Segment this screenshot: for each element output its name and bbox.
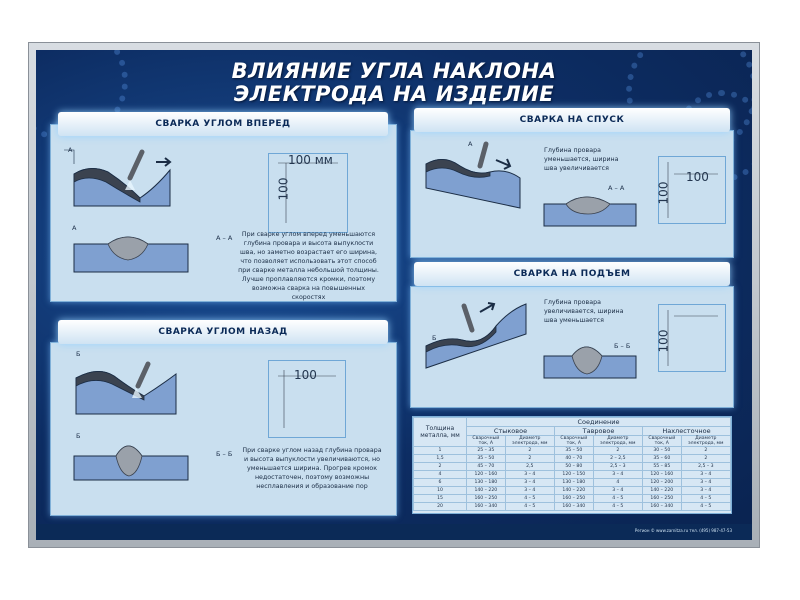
table-cell: 2	[593, 447, 642, 455]
table-cell: 3 – 4	[593, 487, 642, 495]
title-line-2: ЭЛЕКТРОДА НА ИЗДЕЛИЕ	[233, 82, 555, 106]
forward-dim-width: 100 мм	[288, 153, 333, 167]
table-cell: 35 – 60	[642, 455, 681, 463]
table-cell: 3 – 4	[505, 479, 554, 487]
downhill-text: Глубина провара уменьшается, ширина шва увеличивается	[544, 147, 619, 172]
panel-downhill-heading: СВАРКА НА СПУСК	[414, 108, 730, 132]
table-cell: 55 – 85	[642, 463, 681, 471]
uphill-section-label: Б – Б	[614, 342, 631, 350]
table-cell: 3 – 4	[593, 471, 642, 479]
table-cell: 2	[681, 455, 730, 463]
downhill-section-diagram	[540, 190, 640, 230]
table-row	[414, 455, 731, 463]
table-sub-current: Сварочный ток, А	[554, 436, 593, 447]
table-cell: 4 – 5	[505, 495, 554, 503]
table-cell: 160 – 250	[467, 495, 506, 503]
welding-parameters-table	[412, 416, 732, 514]
table-group-tee: Тавровое	[554, 427, 642, 436]
forward-section-diagram	[68, 230, 198, 280]
table-cell: 3 – 4	[681, 471, 730, 479]
uphill-dim-height: 100	[656, 329, 671, 353]
table-cell: 1,5	[414, 455, 467, 463]
table-body	[414, 447, 731, 511]
table-cell: 3 – 4	[505, 471, 554, 479]
table-cell: 4 – 5	[505, 503, 554, 511]
downhill-section-label: А – А	[608, 184, 625, 192]
forward-weld-diagram	[60, 142, 200, 212]
downhill-weld-diagram	[420, 138, 530, 210]
table-cell: 120 – 160	[467, 471, 506, 479]
uphill-text: Глубина провара увеличивается, ширина шва уменьшается	[544, 299, 624, 324]
table-cell: 4 – 5	[593, 503, 642, 511]
title-line-1: ВЛИЯНИЕ УГЛА НАКЛОНА	[231, 59, 557, 83]
panel-backward-heading: СВАРКА УГЛОМ НАЗАД	[58, 320, 388, 344]
table-cell: 2	[681, 447, 730, 455]
table-cell: 130 – 180	[554, 479, 593, 487]
forward-dim-height: 100	[276, 177, 291, 201]
table-row	[414, 463, 731, 471]
table-cell: 140 – 220	[554, 487, 593, 495]
table-cell: 35 – 50	[467, 455, 506, 463]
table-cell: 50 – 80	[554, 463, 593, 471]
table-sub-current: Сварочный ток, А	[642, 436, 681, 447]
table-sub-current: Сварочный ток, А	[467, 436, 506, 447]
backward-label-top: Б	[76, 350, 81, 358]
table-row	[414, 503, 731, 511]
table-cell: 2	[414, 463, 467, 471]
table-cell: 2	[505, 447, 554, 455]
table-cell: 2,5	[505, 463, 554, 471]
table-cell: 120 – 160	[642, 471, 681, 479]
table-sub-diameter: Диаметр электрода, мм	[681, 436, 730, 447]
table-cell: 160 – 250	[642, 495, 681, 503]
backward-dim-width: 100	[294, 368, 317, 382]
backward-section-diagram	[68, 434, 198, 484]
table-cell: 160 – 250	[554, 495, 593, 503]
table-cell: 40 – 70	[554, 455, 593, 463]
table-cell: 3 – 4	[505, 487, 554, 495]
panel-uphill-heading: СВАРКА НА ПОДЪЕМ	[414, 262, 730, 286]
table-cell: 25 – 35	[467, 447, 506, 455]
table-cell: 160 – 340	[467, 503, 506, 511]
table-cell: 160 – 340	[554, 503, 593, 511]
parameters-table	[413, 417, 731, 511]
table-cell: 3 – 4	[681, 479, 730, 487]
poster-title	[36, 60, 752, 106]
forward-label-a-bottom: А	[72, 224, 77, 232]
table-cell: 2 – 2,5	[593, 455, 642, 463]
poster	[36, 50, 752, 540]
table-cell: 140 – 220	[467, 487, 506, 495]
table-cell: 3 – 4	[681, 487, 730, 495]
table-cell: 4 – 5	[593, 495, 642, 503]
table-cell: 6	[414, 479, 467, 487]
backward-weld-diagram	[68, 352, 208, 422]
table-cell: 30 – 50	[642, 447, 681, 455]
table-cell: 1	[414, 447, 467, 455]
table-cell: 2	[505, 455, 554, 463]
table-row	[414, 471, 731, 479]
table-cell: 15	[414, 495, 467, 503]
table-cell: 2,5 – 3	[593, 463, 642, 471]
table-group-butt: Стыковое	[467, 427, 555, 436]
table-row	[414, 487, 731, 495]
downhill-dim-height: 100	[656, 181, 671, 205]
table-cell: 140 – 220	[642, 487, 681, 495]
downhill-dim-width: 100	[686, 170, 709, 184]
forward-label-a-top: А	[68, 146, 73, 154]
uphill-weld-diagram	[422, 290, 532, 370]
backward-label-bottom: Б	[76, 432, 81, 440]
table-header-row	[414, 418, 731, 427]
table-row	[414, 495, 731, 503]
table-sub-diameter: Диаметр электрода, мм	[505, 436, 554, 447]
table-header-thickness: Толщина металла, мм	[414, 418, 467, 447]
table-cell: 45 – 70	[467, 463, 506, 471]
table-cell: 120 – 150	[554, 471, 593, 479]
table-cell: 4	[593, 479, 642, 487]
table-cell: 2,5 – 3	[681, 463, 730, 471]
table-cell: 35 – 50	[554, 447, 593, 455]
table-cell: 4 – 5	[681, 495, 730, 503]
table-sub-diameter: Диаметр электрода, мм	[593, 436, 642, 447]
table-cell: 4	[414, 471, 467, 479]
table-cell: 20	[414, 503, 467, 511]
table-cell: 160 – 340	[642, 503, 681, 511]
table-cell: 10	[414, 487, 467, 495]
table-cell: 4 – 5	[681, 503, 730, 511]
backward-section-label: Б – Б	[216, 450, 233, 458]
backward-text: При сварке углом назад глубина провара и высота выпуклости увеличиваются, но уменьшается ширина. Прогрев кромок недостаточен, поэтому возможны несплавления и образование пор	[242, 447, 382, 490]
table-cell: 120 – 200	[642, 479, 681, 487]
table-row	[414, 447, 731, 455]
table-cell: 130 – 180	[467, 479, 506, 487]
table-row	[414, 479, 731, 487]
forward-text: При сварке углом вперед уменьшаются глубина провара и высота выпуклости шва, но заметно возрастает его ширина, что позволяет использовать этот способ при сварке металла небольшой толщины. Лучше проплавляются кромки, поэтому возможна сварка на повышенных скоростях	[238, 231, 379, 301]
forward-section-label: А – А	[216, 234, 233, 242]
uphill-label-top: Б	[432, 334, 437, 342]
table-group-lap: Нахлесточное	[642, 427, 730, 436]
footer-credits: Регион © www.zarnitza.ru тел. (495) 987-47-53	[634, 528, 732, 533]
panel-forward-heading: СВАРКА УГЛОМ ВПЕРЕД	[58, 112, 388, 136]
downhill-label-top: А	[468, 140, 473, 148]
table-header-joint: Соединение	[467, 418, 731, 427]
